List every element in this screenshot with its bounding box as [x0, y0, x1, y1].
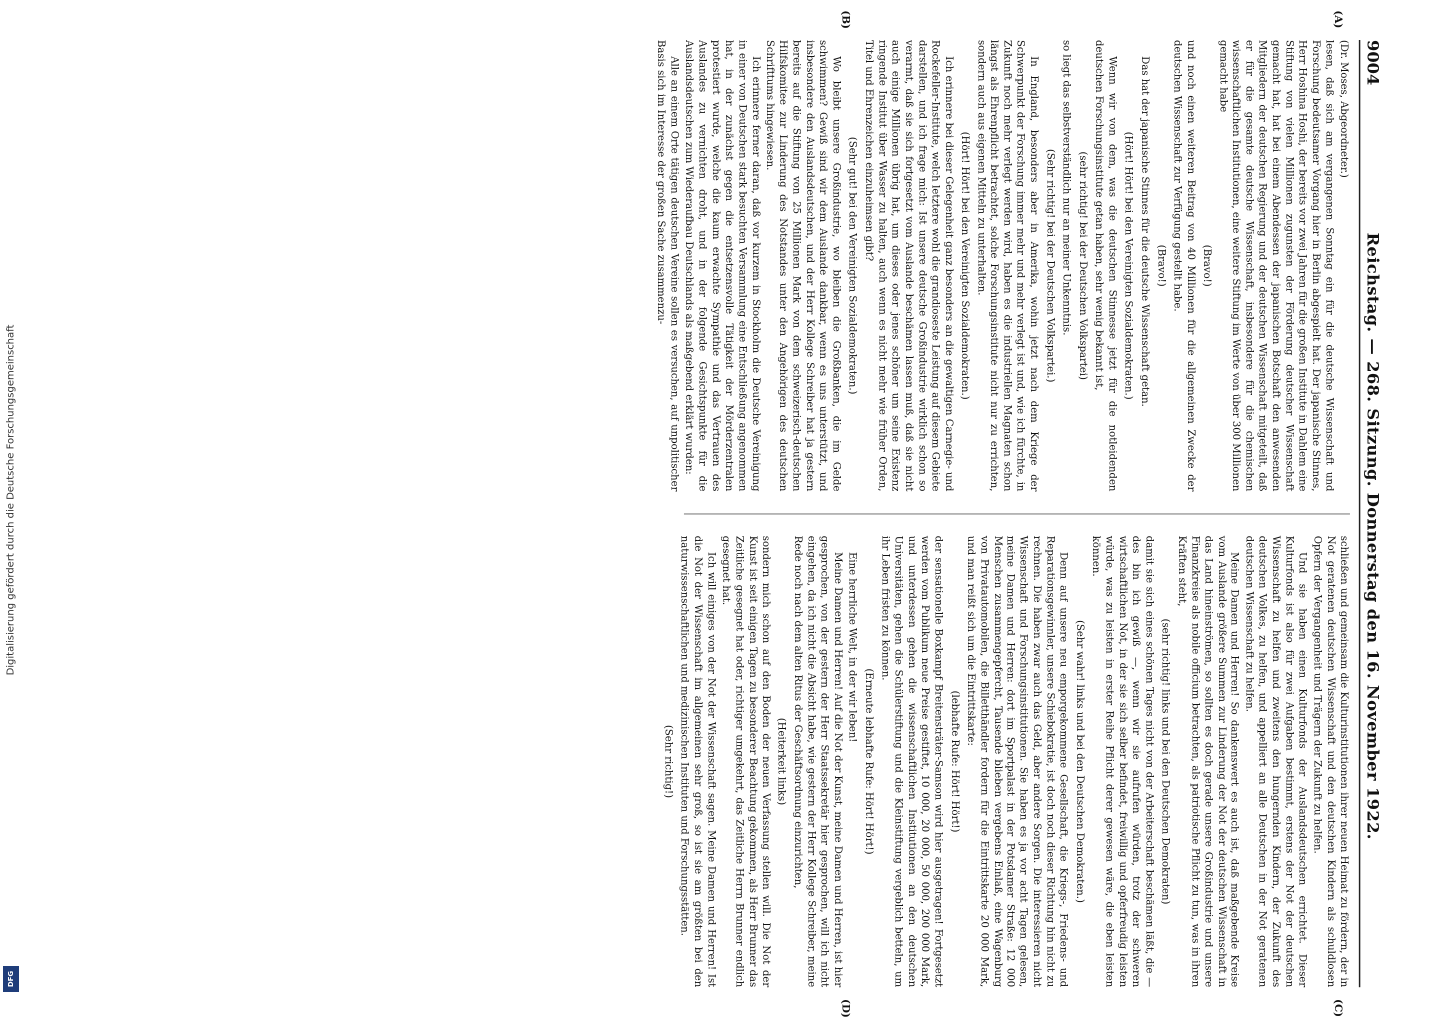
paragraph: Eine herrliche Welt, in der wir leben!: [846, 552, 859, 743]
paragraph: so liegt das selbstverständlich nur an meiner Unkenntnis.: [1060, 40, 1073, 336]
page-header: [1359, 40, 1384, 987]
paragraph: (Erneute lebhafte Rufe: Hört! Hört!): [863, 668, 875, 855]
margin-mark-c: (C): [1332, 999, 1345, 1018]
paragraph: (Dr. Moses, Abgeordneter.): [1338, 40, 1350, 178]
paragraph: (Sehr richtig! bei der Deutschen Volkspartei.): [1044, 148, 1057, 383]
paragraph: Meine Damen und Herren! So dankenswert es auch ist, daß maßgebende Kreise vom Auslande größere Summen zur Linderung der Not der deutschen Wissenschaft in das Land hineinströmen, so sollten es doch gerade unsere Großindustrie und unsere Finanzkreise als nobile officium betrachten, als patriotische Pflicht zu tun, was in ihren Kräften steht,: [1175, 535, 1241, 988]
paragraph: schließen und gemeinsam die Kulturinstitutionen ihrer neuen Heimat zu fördern, der in Not geratenen deutschen Wissenschaft und den deutschen Kindern als schuldlosen Opfern der Vergangenheit und Trägern der Zukunft zu helfen.: [1311, 535, 1350, 988]
paragraph: (Hört! Hört! bei den Vereinigten Sozialdemokraten.): [958, 131, 971, 400]
page-number: 9004: [1363, 40, 1383, 86]
paragraph: Alle an einem Orte tätigen deutschen Vereine sollen es versuchen, auf unpolitischer Basis sich im Interesse der großen Sache zusammenzu-: [655, 40, 681, 492]
page-title: Reichstag. — 268. Sitzung. Donnerstag den 16. November 1922.: [1363, 232, 1383, 840]
right-column: [662, 535, 1350, 988]
left-column: [655, 40, 1350, 492]
paragraph: sondern mich schon auf den Boden der neuen Verfassung stellen will. Die Not der Kunst ist seit einigen Tagen zu besonderer Beachtung gekommen, als Herr Brunner das Zeitliche gesegnet hat oder, richtiger umgekehrt, das Zeitliche Herrn Brunner endlich gesegnet hat.: [720, 535, 772, 988]
dfg-logo: DFG: [3, 966, 19, 992]
margin-mark-d: (D): [839, 999, 852, 1018]
paragraph: Das hat der japanische Stinnes für die deutsche Wissenschaft getan.: [1138, 56, 1151, 407]
paragraph: (Sehr richtig!): [662, 724, 675, 799]
paragraph: (Hört! Hört! bei den Vereinigten Sozialdemokraten.): [1122, 131, 1135, 400]
digitization-credit: Digitalisierung gefördert durch die Deutsche Forschungsgemeinschaft: [5, 324, 17, 676]
paragraph: (sehr richtig! bei der Deutschen Volkspartei): [1076, 151, 1089, 380]
paragraph: Ich will einiges von der Not der Wissenschaft sagen. Meine Damen und Herren! Ist die Not der Wissenschaft im allgemeinen sehr groß, so ist sie am größten bei den naturwissenschaftlichen und medizinischen Instituten und Forschungsstätten.: [678, 535, 718, 988]
paragraph: (Bravo!): [1200, 244, 1213, 287]
paragraph: (sehr richtig! links und bei den Deutschen Demokraten): [1159, 618, 1172, 905]
paragraph: (Sehr gut! bei den Vereinigten Sozialdemokraten.): [846, 136, 859, 395]
margin-mark-a: (A): [1332, 10, 1345, 29]
paragraph: (lebhafte Rufe: Hört! Hört!): [948, 690, 961, 833]
paragraph: Ich erinnere ferner daran, daß vor kurzem in Stockholm die Deutsche Vereinigung in einer von Deutschen stark besuchten Versammlung eine Entschließung angenommen hat, in der zunächst gegen die entsetzensvolle Tätigkeit der Mörderzentralen protestiert wurde, welche die kaum erwachte Sympathie und das Vertrauen des Auslandes zu vernichten droht, und in der folgende Gesichtspunkte für die Auslandsdeutschen zum Wiederaufbau Deutschlands als maßgebend erklärt wurden:: [683, 40, 762, 492]
paragraph: und noch einen weiteren Beitrag von 40 Millionen für die allgemeinen Zwecke der deutschen Wissenschaft zur Verfügung gestellt habe.: [1171, 40, 1197, 492]
paragraph: der sensationelle Boxkampf Breitensträter-Samson wird hier ausgetragen! Fortgesetzt werden vom Publikum neue Preise gestiftet, 10 000, 20 000, 50 000, 200 000 Mark, und unterdessen gehen die wissenschaftlichen Institutionen an den deutschen Universitäten, gehen die Schülerstiftung und die Kleinstiftung vergeblich betteln, um ihr Leben fristen zu können.: [879, 535, 945, 988]
paragraph: Wenn wir von dem, was die deutschen Stinnesse jetzt für die notleidenden deutschen Forschungsinstitute getan haben, sehr wenig bekannt ist,: [1093, 40, 1119, 492]
paragraph: (Bravo!): [1155, 244, 1168, 287]
paragraph: In England, besonders aber in Amerika, wohin jetzt nach dem Kriege der Schwerpunkt der Forschung immer mehr und mehr verlegt ist und, wie ich fürchte, in Zukunft noch mehr verlegt werden wird, haben es die industriellen Magnaten schon längst als Ehrenpflicht betrachtet, solche Forschungsinstitute nicht nur zu errichten, sondern auch aus eigenen Mitteln zu unterhalten.: [975, 40, 1041, 492]
paragraph: Und sie haben einen Kulturfonds der Auslandsdeutschen errichtet. Dieser Kulturfonds ist also für zwei Aufgaben bestimmt, erstens der Not der deutschen Wissenschaft zu helfen und zweitens den hungernden Kindern, der Zukunft des deutschen Volkes, zu helfen, und appelliert an alle Deutschen in der Not geratenen deutschen Wissenschaft zu helfen.: [1243, 535, 1309, 988]
paragraph: Denn auf unsere neu emporgekommene Gesellschaft, die Kriegs-, Friedens- und Reparationsgewinnler, unsere Schiebokratie, ist doch noch dieser Richtung hin nicht zu rechnen. Die haben zwar auch das Geld, aber andere Sorgen. Die interessieren nicht Wissenschaft und Forschungsinstitutionen. Sie haben es ja vor acht Tagen gelesen, meine Damen und Herren: dort im Sportpalast in der Potsdamer Straße: 12 000 Menschen zusammengepfercht, Tausende blieben vergebens Einlaß, eine Wagenburg von Privatautomobilen, die Billetthändler fordern für die Eintrittskarte 20 000 Mark, und man reißt sich um die Eintrittskarte:: [964, 535, 1070, 988]
paragraph: damit sie sich eines schönen Tages nicht von der Arbeiterschaft beschämen läßt, die — des bin ich gewiß —, wenn wir sie aufrufen würden, trotz der schweren wirtschaftlichen Not, in der sie sich selber befindet, freiwillig und opferfreudig leisten würde, was zu leisten in erster Reihe Pflicht derer gewesen wäre, die eben leisten können.: [1090, 535, 1156, 988]
paragraph: (Heiterkeit links): [776, 717, 788, 806]
footer-strip: [0, 0, 22, 1000]
column-divider: [684, 514, 1350, 515]
paragraph: Wo bleibt unsere Großindustrie, wo bleiben die Großbanken, die im Gelde schwimmen? Gewiß sind wir dem Auslande dankbar, wenn es uns unterstützt, und insbesondere den Auslandsdeutschen, und der Herr Kollege Schreiber hat ja gestern bereits auf die Stiftung von 25 Millionen Mark von dem schweizerisch-deutschen Hilfskomitee zur Linderung des Notstandes unter den Angehörigen des deutschen Schrifttums hingewiesen.: [764, 40, 843, 492]
rotated-page: [655, 10, 1384, 1018]
paragraph: Ich erinnere bei dieser Gelegenheit ganz besonders an die gewaltigen Carnegie- und Rockefeller-Institute, welch letztere wohl die grandioseste Leistung auf diesem Gebiete darstellen, und ich frage mich: Ist unsere deutsche Großindustrie wirklich schon so verarmt, daß sie sich fortgesetzt vom Auslande beschämen lassen muß, daß sie nicht auch einige Millionen übrig hat, um dieses oder jenes schöner um seine Existenz ringende Institut über Wasser zu halten, auch wenn es nicht mehr wie früher Orden, Titel und Ehrenzeichen einzuheimsen gibt?: [863, 40, 955, 492]
paragraph: lesen, daß sich am vergangenen Sonntag ein für die deutsche Wissenschaft und Forschung bedeutsamer Vorgang hier in Berlin abgespielt hat. Der japanische Stinnes, Herr Hoshina Hoshi, der bereits vor zwei Jahren für die großen Institute in Dahlem eine Stiftung von vielen Millionen zugunsten der Förderung deutscher Wissenschaft gemacht hat, hat bei einem Abendessen der japanischen Botschaft den anwesenden Mitgliedern der deutschen Regierung und der deutschen Wissenschaft mitgeteilt, daß er für die gesamte deutsche Wissenschaft, insbesondere für die chemischen wissenschaftlichen Institutionen, eine weitere Stiftung im Werte von über 300 Millionen gemacht habe: [1217, 40, 1336, 492]
margin-mark-b: (B): [839, 10, 852, 29]
paragraph: Meine Damen und Herren! Auf die Not der Kunst, meine Damen und Herren, ist hier gesprochen, von der gestern der Herr Staatssekretär hier gesprochen, will ich nicht eingehen, da ich nicht die Absicht habe, wie gestern der Herr Kollege Schreiber, meine Rede noch nach dem alten Ritus der Geschäftsordnung einzurichten,: [792, 535, 844, 988]
paragraph: (Sehr wahr! links und bei den Deutschen Demokraten.): [1074, 620, 1086, 903]
